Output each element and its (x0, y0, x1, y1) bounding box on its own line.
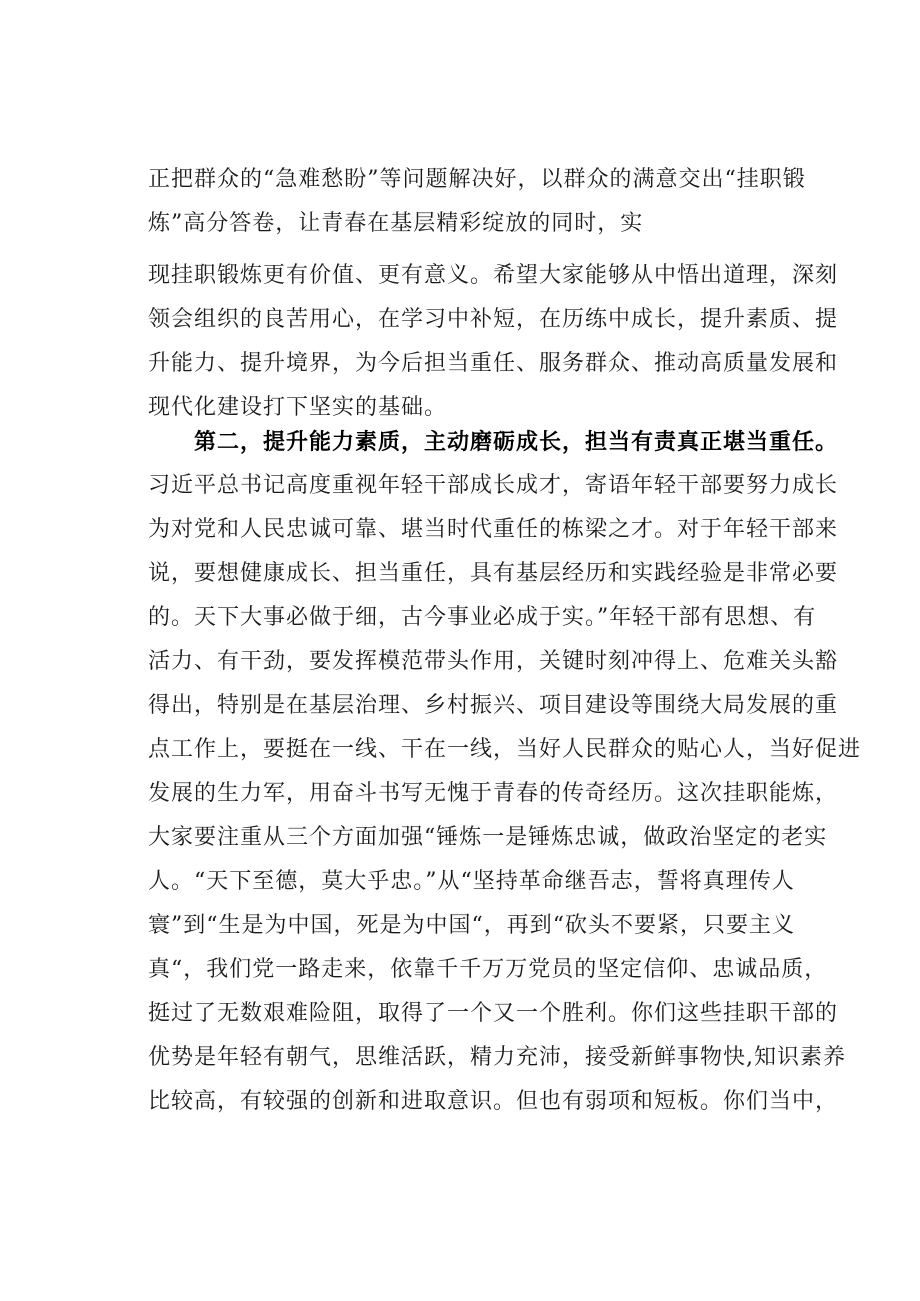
text-line: 寰”到“生是为中国，死是为中国“，再到“砍头不要紧，只要主义 (148, 913, 795, 938)
text-line: 正把群众的“急难愁盼”等问题解决好，以群众的满意交出“挂职锻 (148, 167, 806, 192)
text-line: 习近平总书记高度重视年轻干部成长成才，寄语年轻干部要努力成长 (148, 473, 839, 498)
text-line: 炼”高分答卷，让青春在基层精彩绽放的同时，实 (148, 211, 644, 236)
paragraph-second-point (148, 420, 862, 1124)
paragraph-body (148, 254, 839, 430)
text-line: 现代化建设打下坚实的基础。 (148, 395, 448, 420)
text-line: 优势是年轻有朝气，思维活跃，精力充沛，接受新鲜事物快,知识素养 (148, 1045, 846, 1070)
text-line: 大家要注重从三个方面加强“锤炼一是锤炼忠诚，做政治坚定的老实 (148, 825, 828, 850)
text-line: 挺过了无数艰难险阻，取得了一个又一个胜利。你们这些挂职干部的 (148, 1001, 839, 1026)
text-line: 人。“天下至德，莫大乎忠。”从“坚持革命继吾志，誓将真理传人 (148, 869, 795, 894)
text-line: 升能力、提升境界，为今后担当重任、服务群众、推动高质量发展和 (148, 351, 839, 376)
text-line: 点工作上，要挺在一线、干在一线，当好人民群众的贴心人，当好促进 (148, 737, 862, 762)
text-line: 领会组织的良苦用心，在学习中补短，在历练中成长，提升素质、提 (148, 307, 839, 332)
text-line: 真“，我们党一路走来，依靠千千万万党员的坚定信仰、忠诚品质， (148, 957, 828, 982)
text-line: 活力、有干劲，要发挥模范带头作用，关键时刻冲得上、危难关头豁 (148, 649, 839, 674)
paragraph-continuation (148, 158, 808, 246)
text-line: 发展的生力军，用奋斗书写无愧于青春的传奇经历。这次挂职能炼， (148, 781, 839, 806)
text-line: 为对党和人民忠诚可靠、堪当时代重任的栋梁之才。对于年轻干部来 (148, 517, 839, 542)
section-heading: 第二，提升能力素质，主动磨砺成长，担当有责真正堪当重任。 (194, 429, 839, 455)
text-line: 得出，特别是在基层治理、乡村振兴、项目建设等围绕大局发展的重 (148, 693, 839, 718)
text-line: 说，要想健康成长、担当重任，具有基层经历和实践经验是非常必要 (148, 561, 839, 586)
text-line: 比较高，有较强的创新和进取意识。但也有弱项和短板。你们当中， (148, 1089, 839, 1114)
text-line: 现挂职锻炼更有价值、更有意义。希望大家能够从中悟出道理，深刻 (148, 263, 839, 288)
text-line: 的。天下大事必做于细，古今事业必成于实。”年轻干部有思想、有 (148, 605, 817, 630)
